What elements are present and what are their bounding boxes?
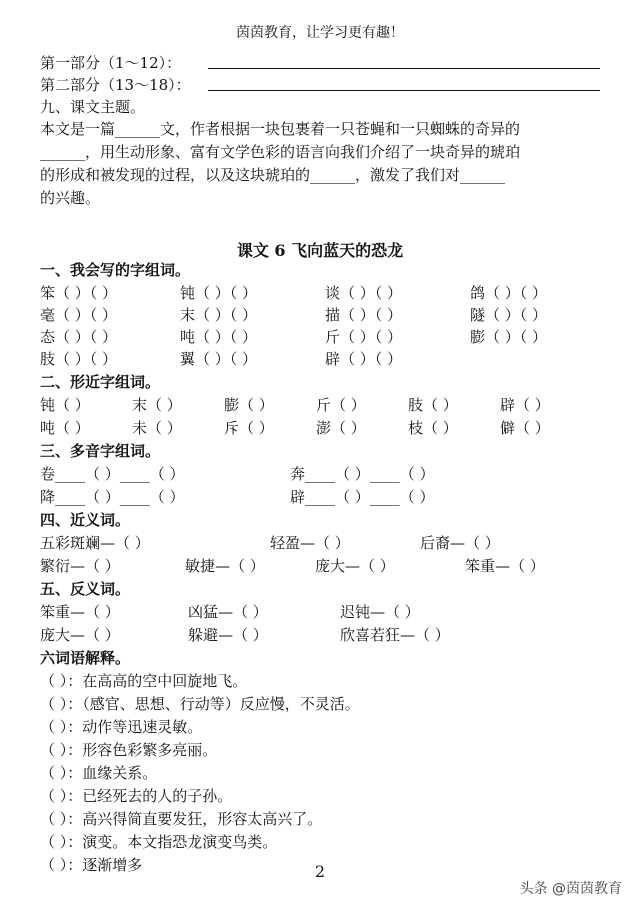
section-1-heading: 一、我会写的字组词。: [40, 261, 191, 279]
s2-cell: 吨（ ）: [40, 419, 90, 437]
theme-line-1: 本文是一篇______文，作者根据一块包裹着一只苍蝇和一只蜘蛛的奇异的: [40, 120, 521, 138]
s6-item: （ ）：已经死去的人的子孙。: [40, 787, 233, 805]
s1-cell: 笨（ ）（ ）: [40, 284, 118, 302]
s5-cell: 凶猛—（ ）: [188, 603, 268, 621]
s2-row-2: [40, 418, 550, 438]
s6-item: （ ）：（感官、思想、行动等）反应慢，不灵活。: [40, 695, 360, 713]
s4-cell: 五彩斑斓—（ ）: [40, 534, 150, 552]
s5-cell: 笨重—（ ）: [40, 603, 120, 621]
page-number: 2: [314, 862, 326, 881]
s1-cell: 斤（ ）（ ）: [325, 328, 403, 346]
s4-cell: 轻盈—（ ）: [270, 534, 350, 552]
s3-cell: 辟____（ ）____（ ）: [290, 488, 435, 506]
s2-cell: 斥（ ）: [224, 419, 274, 437]
s1-cell: 肢（ ）（ ）: [40, 350, 118, 368]
s1-cell: 谈（ ）（ ）: [325, 284, 403, 302]
theme-line-2: ______，用生动形象、富有文学色彩的语言向我们介绍了一块奇异的琥珀: [40, 143, 521, 161]
s6-item: （ ）：逐渐增多: [40, 856, 143, 874]
s2-cell: 未（ ）: [132, 419, 182, 437]
s4-cell: 繁衍—（ ）: [40, 557, 120, 575]
s1-cell: 钝（ ）（ ）: [180, 284, 258, 302]
s1-cell: 描（ ）（ ）: [325, 306, 403, 324]
s3-row-1: [40, 464, 435, 484]
s2-cell: 膨（ ）: [224, 396, 274, 414]
s3-cell: 降____（ ）____（ ）: [40, 488, 185, 506]
s1-cell: 辟（ ）（ ）: [325, 350, 403, 368]
section-6-heading: 六词语解释。: [40, 649, 131, 667]
section-9-heading: 九、课文主题。: [40, 98, 146, 116]
s6-item: （ ）：动作等迅速灵敏。: [40, 718, 203, 736]
s4-cell: 后裔—（ ）: [420, 534, 500, 552]
s1-row-2: [40, 305, 547, 325]
s2-cell: 澎（ ）: [316, 419, 366, 437]
s2-cell: 斤（ ）: [316, 396, 366, 414]
s5-cell: 欣喜若狂—（ ）: [340, 626, 450, 644]
s2-cell: 肢（ ）: [408, 396, 458, 414]
s1-cell: 翼（ ）（ ）: [180, 350, 258, 368]
s1-cell: 态（ ）（ ）: [40, 328, 118, 346]
s6-item: （ ）：在高高的空中回旋地飞。: [40, 672, 248, 690]
s4-cell: 笨重—（ ）: [465, 557, 545, 575]
part1-answer-line: [208, 68, 600, 69]
s2-cell: 钝（ ）: [40, 396, 90, 414]
theme-paragraph: [40, 118, 605, 210]
watermark: 头条 @茵茵教育: [519, 881, 622, 897]
s4-row-1: [40, 533, 500, 553]
s4-cell: 庞大—（ ）: [315, 557, 395, 575]
s3-cell: 卷____（ ）____（ ）: [40, 465, 185, 483]
s1-row-3: [40, 327, 547, 347]
s3-row-2: [40, 487, 435, 507]
page-header: 茵茵教育，让学习更有趣！: [236, 25, 404, 41]
section-2-heading: 二、形近字组词。: [40, 373, 161, 391]
s1-row-4: [40, 349, 402, 369]
s2-cell: 辟（ ）: [500, 396, 550, 414]
s1-cell: 吨（ ）（ ）: [180, 328, 258, 346]
s6-item: （ ）：血缘关系。: [40, 764, 158, 782]
s5-cell: 迟钝—（ ）: [340, 603, 420, 621]
s1-cell: 鸽（ ）（ ）: [470, 284, 548, 302]
theme-line-3: 的形成和被发现的过程，以及这块琥珀的______，激发了我们对______: [40, 166, 506, 184]
part2-answer-line: [208, 90, 600, 91]
section-4-heading: 四、近义词。: [40, 511, 131, 529]
section-3-heading: 三、多音字组词。: [40, 442, 161, 460]
lesson-title: 课文 6 飞向蓝天的恐龙: [236, 241, 404, 260]
s6-item: （ ）：形容色彩繁多亮丽。: [40, 741, 218, 759]
s2-row-1: [40, 395, 550, 415]
s3-cell: 奔____（ ）____（ ）: [290, 465, 435, 483]
s4-row-2: [40, 556, 545, 576]
part2-label: 第二部分（13～18）：: [40, 76, 191, 94]
s6-item: （ ）：高兴得简直要发狂，形容太高兴了。: [40, 810, 323, 828]
s2-cell: 枝（ ）: [408, 419, 458, 437]
s5-row-2: [40, 625, 450, 645]
s5-cell: 躲避—（ ）: [188, 626, 268, 644]
section-5-heading: 五、反义词。: [40, 580, 131, 598]
s6-item: （ ）：演变。本文指恐龙演变鸟类。: [40, 833, 278, 851]
s4-cell: 敏捷—（ ）: [185, 557, 265, 575]
s5-cell: 庞大—（ ）: [40, 626, 120, 644]
s5-row-1: [40, 602, 420, 622]
s1-row-1: [40, 283, 547, 303]
s2-cell: 僻（ ）: [500, 419, 550, 437]
theme-line-4: 的兴趣。: [40, 189, 101, 207]
part1-label: 第一部分（1～12）：: [40, 54, 182, 72]
s2-cell: 末（ ）: [132, 396, 182, 414]
s1-cell: 隧（ ）（ ）: [470, 306, 548, 324]
s1-cell: 末（ ）（ ）: [180, 306, 258, 324]
s1-cell: 毫（ ）（ ）: [40, 306, 118, 324]
s1-cell: 膨（ ）（ ）: [470, 328, 548, 346]
